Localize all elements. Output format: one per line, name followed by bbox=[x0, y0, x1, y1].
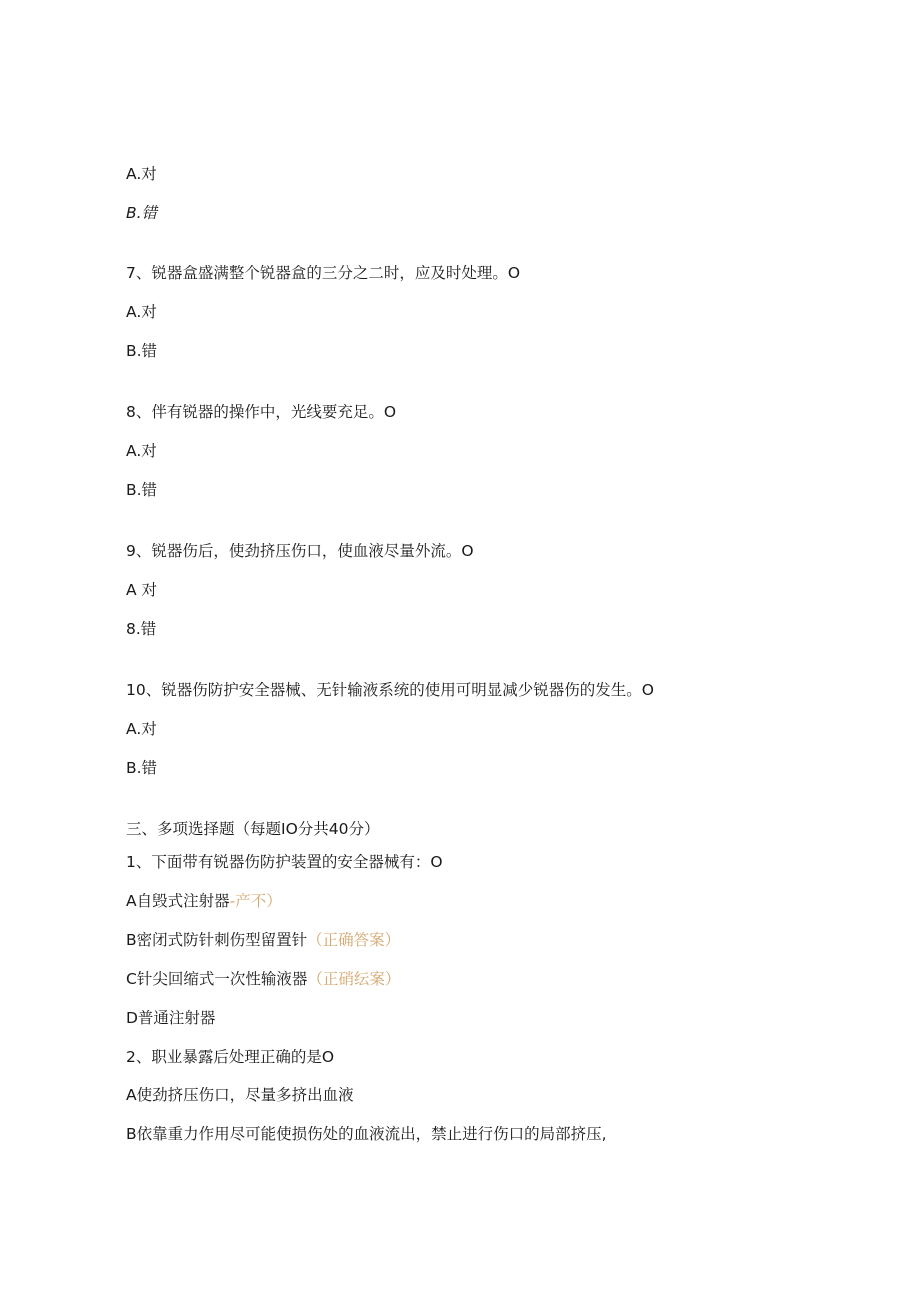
option-mq2-b: B依靠重力作用尽可能使损伤处的血液流出，禁止进行伤口的局部挤压, bbox=[126, 1125, 607, 1143]
multi-question-1-stem: 1、下面带有锐器伤防护装置的安全器械有：O bbox=[126, 853, 443, 871]
multi-question-2-stem: 2、职业暴露后处理正确的是O bbox=[126, 1048, 335, 1066]
option-q6-a: A.对 bbox=[126, 165, 157, 183]
question-9-stem: 9、锐器伤后，使劲挤压伤口，使血液尽量外流。O bbox=[126, 542, 474, 560]
question-7-stem: 7、锐器盒盛满整个锐器盒的三分之二时，应及时处理。O bbox=[126, 264, 521, 282]
section-3-heading: 三、多项选择题（每题IO分共40分） bbox=[126, 820, 380, 838]
option-q10-b: B.错 bbox=[126, 759, 158, 777]
option-mq1-c-text: C针尖回缩式一次性输液器 bbox=[126, 970, 308, 988]
option-q6-b: B.错 bbox=[126, 204, 158, 222]
option-mq1-a bbox=[126, 891, 282, 911]
option-q9-b: 8.错 bbox=[126, 620, 157, 638]
option-mq1-d: D普通注射器 bbox=[126, 1009, 216, 1027]
option-mq1-b bbox=[126, 930, 400, 950]
option-mq1-a-note: -产不） bbox=[229, 892, 282, 910]
option-mq1-b-text: B密闭式防针刺伤型留置针 bbox=[126, 931, 308, 949]
question-8-stem: 8、伴有锐器的操作中，光线要充足。O bbox=[126, 403, 397, 421]
option-q10-a: A.对 bbox=[126, 720, 157, 738]
option-q9-a: A 对 bbox=[126, 581, 158, 599]
option-mq1-c-note: （正硝纭案） bbox=[307, 970, 401, 988]
option-q8-b: B.错 bbox=[126, 481, 158, 499]
option-mq1-c bbox=[126, 969, 400, 989]
option-q8-a: A.对 bbox=[126, 442, 157, 460]
option-q7-b: B.错 bbox=[126, 342, 158, 360]
option-mq1-b-note: （正确答案） bbox=[307, 931, 401, 949]
question-10-stem: 10、锐器伤防护安全器械、无针输液系统的使用可明显减少锐器伤的发生。O bbox=[126, 681, 654, 699]
option-mq1-a-text: A自毁式注射器 bbox=[126, 892, 230, 910]
option-mq2-a: A使劲挤压伤口，尽量多挤出血液 bbox=[126, 1086, 354, 1104]
option-q7-a: A.对 bbox=[126, 303, 157, 321]
